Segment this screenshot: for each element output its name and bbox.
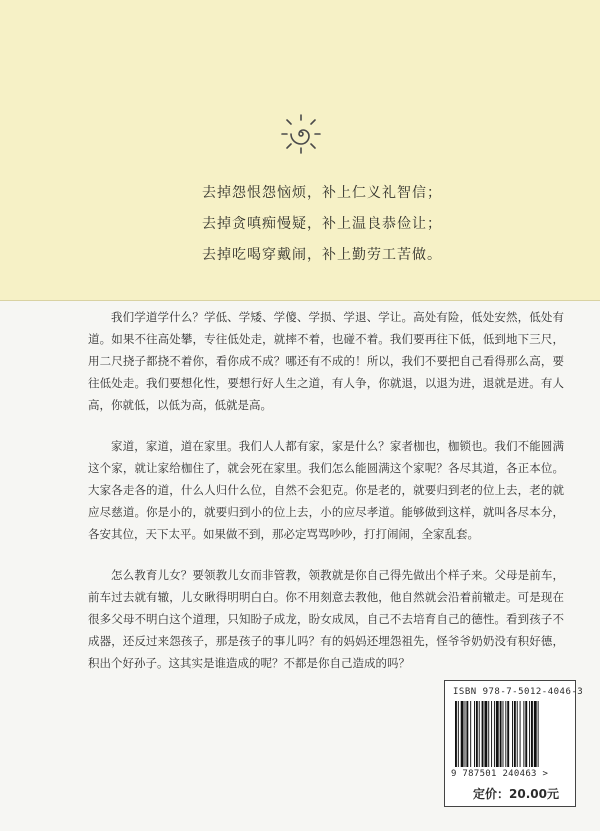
motto-line-3: 去掉吃喝穿戴闹，补上勤劳工苦做。 [202, 247, 442, 263]
spiral-sun-icon [281, 114, 321, 154]
paragraph-family-way: 家道，家道，道在家里。我们人人都有家，家是什么？家者枷也，枷锁也。我们不能圆满这个家，就让家给枷住了，就会死在家里。我们怎么能圆满这个家呢？各尽其道，各正本位。大家各走各的道，什么人归什么位，自然不会犯克。你是老的，就要归到老的位上去，老的就应尽慈道。你是小的，就要归到小的位上去，小的应尽孝道。能够做到这样，就叫各尽本分，各安其位，天下太平。如果做不到，那必定骂骂吵吵，打打闹闹，全家乱套。 [88, 439, 564, 541]
motto-line-2: 去掉贪嗔痴慢疑，补上温良恭俭让； [202, 216, 442, 232]
isbn-barcode-box [444, 680, 584, 807]
cover-top-band [0, 0, 600, 301]
barcode-digits: 9 787501 240463 > [451, 769, 549, 779]
price-label: 定价：20.00元 [473, 787, 559, 801]
isbn-number: ISBN 978-7-5012-4046-3 [453, 687, 584, 697]
back-cover-text [88, 306, 564, 693]
barcode-icon [453, 701, 567, 767]
motto-line-1: 去掉怨恨怨恼烦，补上仁义礼智信； [202, 185, 442, 201]
motto-list [202, 178, 532, 271]
paragraph-learning-the-way: 我们学道学什么？学低、学矮、学傻、学损、学退、学让。高处有险，低处安然，低处有道。如果不往高处攀，专往低处走，就摔不着，也碰不着。我们要再往下低，低到地下三尺，用二尺挠子都挠不着你，看你成不成？哪还有不成的！所以，我们不要把自己看得那么高，要往低处走。我们要想化性，要想行好人生之道，有人争，你就退，以退为进，退就是进。有人高，你就低，以低为高，低就是高。 [88, 310, 564, 412]
paragraph-educating-children: 怎么教育儿女？要领教儿女而非管教，领教就是你自己得先做出个样子来。父母是前车，前车过去就有辙，儿女瞅得明明白白。你不用刻意去教他，他自然就会沿着前辙走。可是现在很多父母不明白这个道理，只知盼子成龙，盼女成凤，自己不去培育自己的德性。看到孩子不成器，还反过来怨孩子，那是孩子的事儿吗？有的妈妈还埋怨祖先，怪爷爷奶奶没有积好德，积出个好孙子。这其实是谁造成的呢？不都是你自己造成的吗？ [88, 568, 564, 670]
